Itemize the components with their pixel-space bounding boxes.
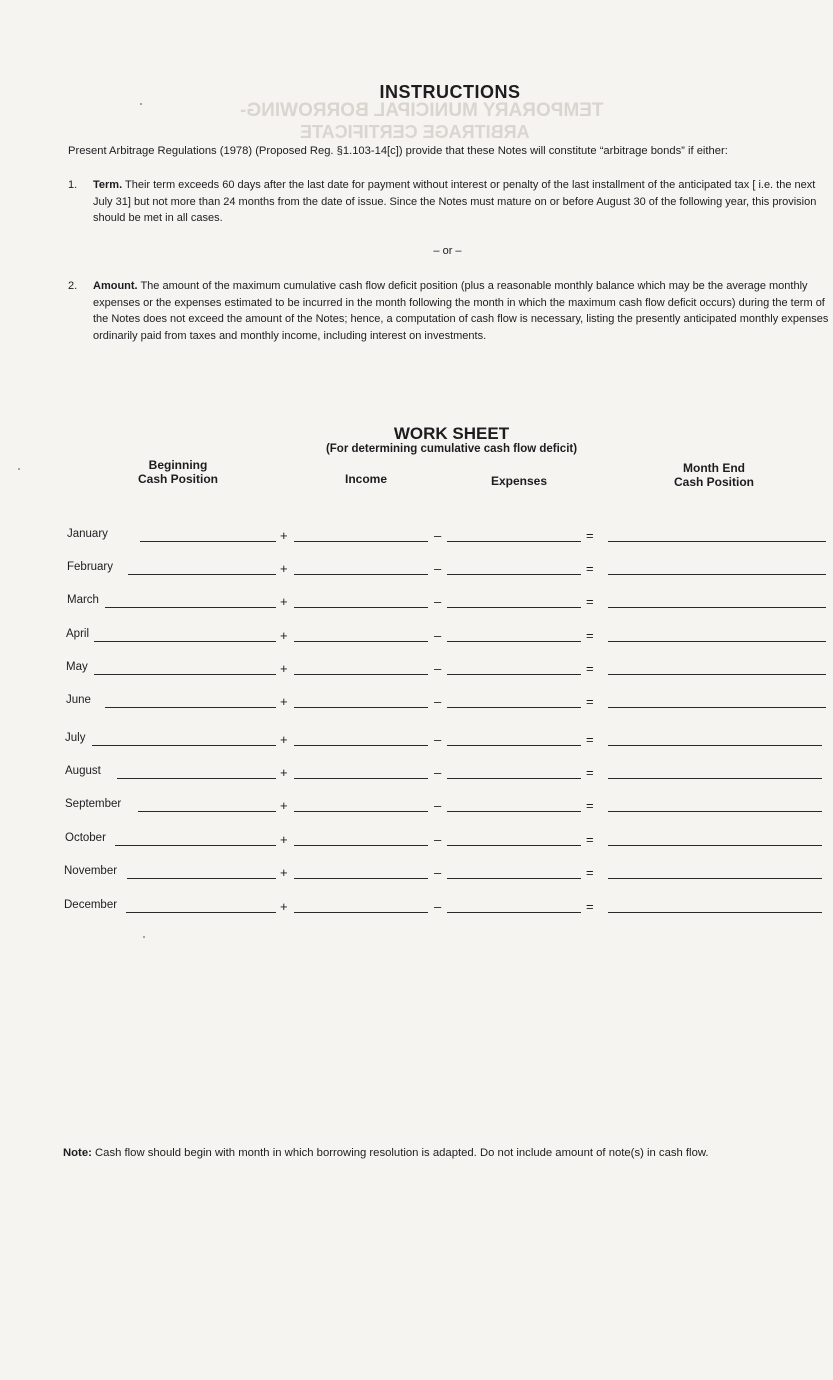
item-heading: Amount. xyxy=(93,280,138,292)
expenses-field[interactable] xyxy=(447,745,581,746)
expenses-field[interactable] xyxy=(447,607,581,608)
instructions-title: INSTRUCTIONS xyxy=(379,82,521,102)
income-field[interactable] xyxy=(294,707,428,708)
beginning-cash-field[interactable] xyxy=(127,878,276,879)
plus-operator: + xyxy=(280,694,288,709)
month-end-cash-field[interactable] xyxy=(608,541,826,542)
item-number: 2. xyxy=(68,280,78,292)
item-number: 1. xyxy=(68,179,78,191)
minus-operator: – xyxy=(434,594,442,609)
equals-operator: = xyxy=(586,865,594,880)
item-text: The amount of the maximum cumulative cash flow deficit position (plus a reasonable monthly balance which may be the average monthly expenses or the expenses estimated to be incurred in the month following the month in which the maximum cash flow deficit occurs) during the term of the Notes does not exceed the amount of the Notes; hence, a computation of cash flow is necessary, listing the presently anticipated monthly expenses ordinarily paid from taxes and monthly income, including interest on investments. xyxy=(93,280,829,342)
month-end-cash-field[interactable] xyxy=(608,778,822,779)
plus-operator: + xyxy=(280,765,288,780)
beginning-cash-field[interactable] xyxy=(126,912,276,913)
equals-operator: = xyxy=(586,832,594,847)
minus-operator: – xyxy=(434,798,442,813)
beginning-cash-field[interactable] xyxy=(94,641,276,642)
month-label: February xyxy=(67,561,114,573)
minus-operator: – xyxy=(434,832,442,847)
worksheet-row xyxy=(65,828,830,846)
income-field[interactable] xyxy=(294,878,428,879)
plus-operator: + xyxy=(280,594,288,609)
income-field[interactable] xyxy=(294,674,428,675)
equals-operator: = xyxy=(586,661,594,676)
item-heading: Term. xyxy=(93,179,123,191)
equals-operator: = xyxy=(586,899,594,914)
footnote-text: Cash flow should begin with month in which borrowing resolution is adapted. Do not include amount of note(s) in cash flow. xyxy=(91,1147,709,1159)
month-label: October xyxy=(65,832,106,844)
expenses-field[interactable] xyxy=(447,574,581,575)
worksheet-row xyxy=(67,590,832,608)
month-label: March xyxy=(67,594,99,606)
month-label: January xyxy=(67,528,108,540)
minus-operator: – xyxy=(434,732,442,747)
worksheet-title: WORK SHEET xyxy=(393,424,510,443)
income-field[interactable] xyxy=(294,811,428,812)
month-end-cash-field[interactable] xyxy=(608,641,826,642)
beginning-cash-field[interactable] xyxy=(128,574,276,575)
equals-operator: = xyxy=(586,765,594,780)
month-label: December xyxy=(64,899,118,911)
plus-operator: + xyxy=(280,528,288,543)
income-field[interactable] xyxy=(294,607,428,608)
item-text: Their term exceeds 60 days after the last date for payment without interest or penalty of the last installment of the anticipated tax [ i.e. the next July 31] but not more than 24 months from the date of issue. Since the Notes must mature on or before August 30 of the following year, this provision should be met in all cases. xyxy=(93,179,817,224)
equals-operator: = xyxy=(586,561,594,576)
plus-operator: + xyxy=(280,865,288,880)
worksheet-row xyxy=(67,524,832,542)
month-end-cash-field[interactable] xyxy=(608,707,826,708)
beginning-cash-field[interactable] xyxy=(94,674,276,675)
income-field[interactable] xyxy=(294,845,428,846)
month-end-cash-field[interactable] xyxy=(608,574,826,575)
minus-operator: – xyxy=(434,628,442,643)
income-field[interactable] xyxy=(294,745,428,746)
income-field[interactable] xyxy=(294,541,428,542)
income-field[interactable] xyxy=(294,778,428,779)
plus-operator: + xyxy=(280,561,288,576)
minus-operator: – xyxy=(434,528,442,543)
expenses-field[interactable] xyxy=(447,641,581,642)
worksheet-row xyxy=(66,624,831,642)
plus-operator: + xyxy=(280,832,288,847)
column-header-line: Cash Position xyxy=(673,475,754,489)
worksheet-row xyxy=(65,761,830,779)
worksheet-row xyxy=(65,794,830,812)
paper-speck xyxy=(143,936,145,938)
month-label: July xyxy=(65,732,86,744)
month-label: August xyxy=(65,765,101,777)
beginning-cash-field[interactable] xyxy=(105,607,276,608)
column-header-line: Beginning xyxy=(148,458,208,472)
bleedthrough-line-1: TEMPORARY MUNICIPAL BORROWING- xyxy=(240,100,604,121)
month-label: June xyxy=(66,694,91,706)
beginning-cash-field[interactable] xyxy=(92,745,276,746)
minus-operator: – xyxy=(434,561,442,576)
worksheet-row xyxy=(64,861,829,879)
minus-operator: – xyxy=(434,765,442,780)
minus-operator: – xyxy=(434,865,442,880)
instruction-item-term xyxy=(68,177,833,227)
column-header-expenses: Expenses xyxy=(490,474,548,488)
column-header-beginning xyxy=(118,458,238,486)
expenses-field[interactable] xyxy=(447,878,581,879)
plus-operator: + xyxy=(280,732,288,747)
expenses-field[interactable] xyxy=(447,912,581,913)
bleedthrough-line-2: ARBITRAGE CERTIFICATE xyxy=(300,122,530,142)
minus-operator: – xyxy=(434,899,442,914)
minus-operator: – xyxy=(434,694,442,709)
plus-operator: + xyxy=(280,798,288,813)
month-end-cash-field[interactable] xyxy=(608,607,826,608)
beginning-cash-field[interactable] xyxy=(138,811,276,812)
worksheet-subtitle: (For determining cumulative cash flow deficit) xyxy=(325,443,578,455)
month-end-cash-field[interactable] xyxy=(608,845,822,846)
month-end-cash-field[interactable] xyxy=(608,674,826,675)
month-end-cash-field[interactable] xyxy=(608,811,822,812)
worksheet-row xyxy=(66,657,831,675)
worksheet-row xyxy=(66,690,831,708)
instructions-intro: Present Arbitrage Regulations (1978) (Proposed Reg. §1.103-14[c]) provide that these Notes will constitute “arbitrage bonds” if either: xyxy=(68,145,728,157)
equals-operator: = xyxy=(586,594,594,609)
month-label: November xyxy=(64,865,118,877)
equals-operator: = xyxy=(586,528,594,543)
expenses-field[interactable] xyxy=(447,811,581,812)
or-separator: – or – xyxy=(433,245,462,257)
column-header-line: Month End xyxy=(683,461,745,475)
month-end-cash-field[interactable] xyxy=(608,878,822,879)
month-label: September xyxy=(65,798,122,810)
expenses-field[interactable] xyxy=(447,778,581,779)
plus-operator: + xyxy=(280,661,288,676)
beginning-cash-field[interactable] xyxy=(117,778,276,779)
equals-operator: = xyxy=(586,798,594,813)
income-field[interactable] xyxy=(294,641,428,642)
expenses-field[interactable] xyxy=(447,707,581,708)
footnote xyxy=(63,1147,823,1159)
income-field[interactable] xyxy=(294,912,428,913)
instruction-item-amount xyxy=(68,278,833,344)
column-header-line: Cash Position xyxy=(137,472,218,486)
footnote-label: Note: xyxy=(63,1147,92,1159)
month-end-cash-field[interactable] xyxy=(608,745,822,746)
beginning-cash-field[interactable] xyxy=(105,707,276,708)
income-field[interactable] xyxy=(294,574,428,575)
beginning-cash-field[interactable] xyxy=(115,845,276,846)
beginning-cash-field[interactable] xyxy=(140,541,276,542)
month-end-cash-field[interactable] xyxy=(608,912,822,913)
paper-speck xyxy=(18,468,20,470)
month-label: May xyxy=(66,661,88,673)
column-header-month-end xyxy=(654,461,774,489)
expenses-field[interactable] xyxy=(447,845,581,846)
plus-operator: + xyxy=(280,899,288,914)
equals-operator: = xyxy=(586,732,594,747)
worksheet-row xyxy=(64,895,829,913)
worksheet-row xyxy=(67,557,832,575)
plus-operator: + xyxy=(280,628,288,643)
expenses-field[interactable] xyxy=(447,541,581,542)
column-header-income: Income xyxy=(344,472,387,486)
minus-operator: – xyxy=(434,661,442,676)
equals-operator: = xyxy=(586,694,594,709)
worksheet-row xyxy=(65,728,830,746)
paper-speck xyxy=(140,103,142,105)
month-label: April xyxy=(66,628,90,640)
expenses-field[interactable] xyxy=(447,674,581,675)
equals-operator: = xyxy=(586,628,594,643)
